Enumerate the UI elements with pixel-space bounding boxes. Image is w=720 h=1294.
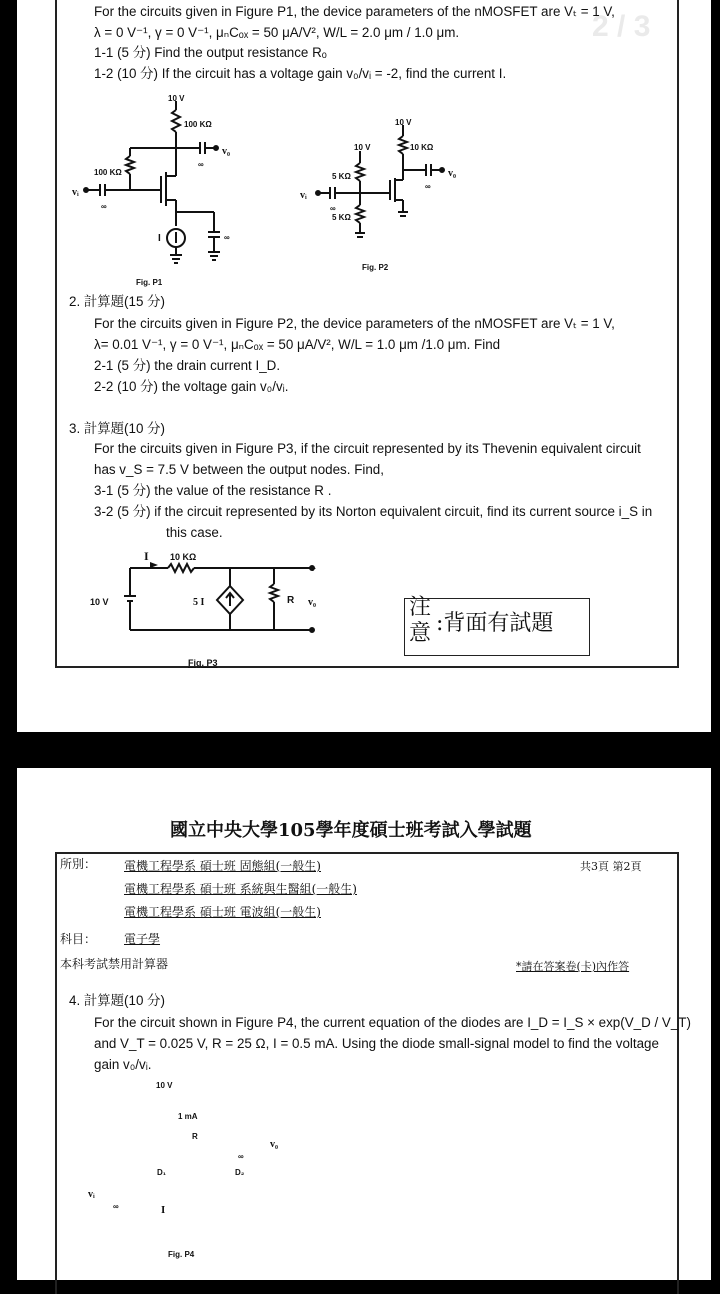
p1-vdd-label: 10 V (168, 94, 185, 103)
question-2-line-2: λ= 0.01 V⁻¹, γ = 0 V⁻¹, μₙCₒₓ = 50 μA/V², W/L = 1.0 μm /1.0 μm. Find (94, 337, 501, 352)
question-2-2: 2-2 (10 分) the voltage gain v₀/vᵢ. (94, 379, 289, 394)
intro-line-1: For the circuits given in Figure P1, the device parameters of the nMOSFET are Vₜ = 1 V, (94, 4, 615, 19)
p3-r-label: R (287, 595, 295, 606)
question-3-2b: this case. (166, 525, 223, 540)
p1-cap-inf: ∞ (198, 160, 204, 169)
question-3-2a: 3-2 (5 分) if the circuit represented by its Norton equivalent circuit, find its current source i_S in (94, 504, 653, 519)
dept-line-2: 電機工程學系 碩士班 系統與生醫組(一般生) (124, 882, 357, 896)
dept-label: 所別： (60, 857, 97, 871)
p4-vdd-label: 10 V (156, 1081, 173, 1090)
p1-isrc-label: I (158, 233, 161, 244)
p2-vi-label: vᵢ (300, 190, 307, 201)
p4-vo-label: v₀ (270, 1139, 278, 1150)
p2-cin-inf: ∞ (330, 204, 336, 213)
question-4-line-1: For the circuit shown in Figure P4, the current equation of the diodes are I_D = I_S × exp(V_D / V_T) (94, 1015, 691, 1030)
p1-rd-label: 100 KΩ (184, 120, 212, 129)
question-1-1: 1-1 (5 分) Find the output resistance Rₒ (94, 45, 327, 60)
p4-d1-label: D₁ (157, 1168, 167, 1177)
p2-vdd-right: 10 V (395, 118, 412, 127)
p1-rg-label: 100 KΩ (94, 168, 122, 177)
p2-r2-label: 5 KΩ (332, 213, 351, 222)
question-4-title: 4. 計算題(10 分) (69, 993, 165, 1008)
page-count: 共3頁 第2頁 (580, 860, 642, 873)
p3-vsrc-label: 10 V (90, 597, 109, 607)
p3-resistor-label: 10 KΩ (170, 552, 197, 562)
p4-r-label: R (192, 1132, 198, 1141)
p3-dep-src-label: 5 I (193, 597, 205, 608)
p4-cin-inf: ∞ (113, 1202, 119, 1211)
question-3-title: 3. 計算題(10 分) (69, 421, 165, 436)
fig-p4-caption: Fig. P4 (168, 1250, 195, 1259)
fig-p1-caption: Fig. P1 (136, 278, 163, 287)
notice-char-top: 注 (409, 595, 432, 620)
p1-cin-inf: ∞ (101, 202, 107, 211)
question-3-line-2: has v_S = 7.5 V between the output nodes. Find, (94, 462, 384, 477)
p2-rd-label: 10 KΩ (410, 143, 434, 152)
p3-minus: - (310, 625, 314, 636)
p1-cs-inf: ∞ (224, 233, 230, 242)
p2-cout-inf: ∞ (425, 182, 431, 191)
p1-vi-label: vᵢ (72, 187, 79, 198)
p2-vdd-left: 10 V (354, 143, 371, 152)
dept-line-1: 電機工程學系 碩士班 固態組(一般生) (124, 859, 321, 873)
p4-isrc-top-label: 1 mA (178, 1112, 198, 1121)
fig-p3-caption: Fig. P3 (188, 658, 218, 668)
notice-text: :背面有試題 (436, 611, 554, 636)
question-3-line-1: For the circuits given in Figure P3, if the circuit represented by its Thevenin equivalent circuit (94, 441, 641, 456)
p2-r1-label: 5 KΩ (332, 172, 351, 181)
p1-vo-label: v₀ (222, 146, 230, 157)
p4-d2-label: D₂ (235, 1168, 245, 1177)
intro-line-2: λ = 0 V⁻¹, γ = 0 V⁻¹, μₙCₒₓ = 50 μA/V², W/L = 2.0 μm / 1.0 μm. (94, 25, 460, 40)
question-3-1: 3-1 (5 分) the value of the resistance R . (94, 483, 332, 498)
exam-header: 國立中央大學105學年度碩士班考試入學試題 (170, 820, 532, 841)
question-2-1: 2-1 (5 分) the drain current I_D. (94, 358, 281, 373)
question-1-2: 1-2 (10 分) If the circuit has a voltage gain v₀/vᵢ = -2, find the current I. (94, 66, 507, 81)
question-2-line-1: For the circuits given in Figure P2, the device parameters of the nMOSFET are Vₜ = 1 V, (94, 316, 615, 331)
p3-plus: + (310, 564, 316, 575)
p2-vo-label: v₀ (448, 168, 456, 179)
question-4-line-2: and V_T = 0.025 V, R = 25 Ω, I = 0.5 mA. Using the diode small-signal model to find the voltage (94, 1036, 659, 1051)
subject-value: 電子學 (124, 932, 161, 946)
question-4-line-3: gain v₀/vᵢ. (94, 1057, 152, 1072)
p4-vi-label: vᵢ (88, 1189, 95, 1200)
p3-current-label: I (144, 549, 149, 563)
answer-note: *請在答案卷(卡)內作答 (516, 960, 630, 973)
subject-label: 科目： (60, 932, 97, 946)
fig-p2-caption: Fig. P2 (362, 263, 389, 272)
notice-char-bottom: 意 (409, 621, 432, 646)
question-2-title: 2. 計算題(15 分) (69, 294, 165, 309)
p3-vo-label: v₀ (308, 597, 316, 608)
dept-line-3: 電機工程學系 碩士班 電波組(一般生) (124, 905, 321, 919)
p4-isrc-bot-label: I (161, 1204, 166, 1216)
p4-cout-inf: ∞ (238, 1152, 244, 1161)
calculator-note: 本科考試禁用計算器 (60, 957, 169, 971)
page-watermark: 2 / 3 (592, 10, 651, 43)
